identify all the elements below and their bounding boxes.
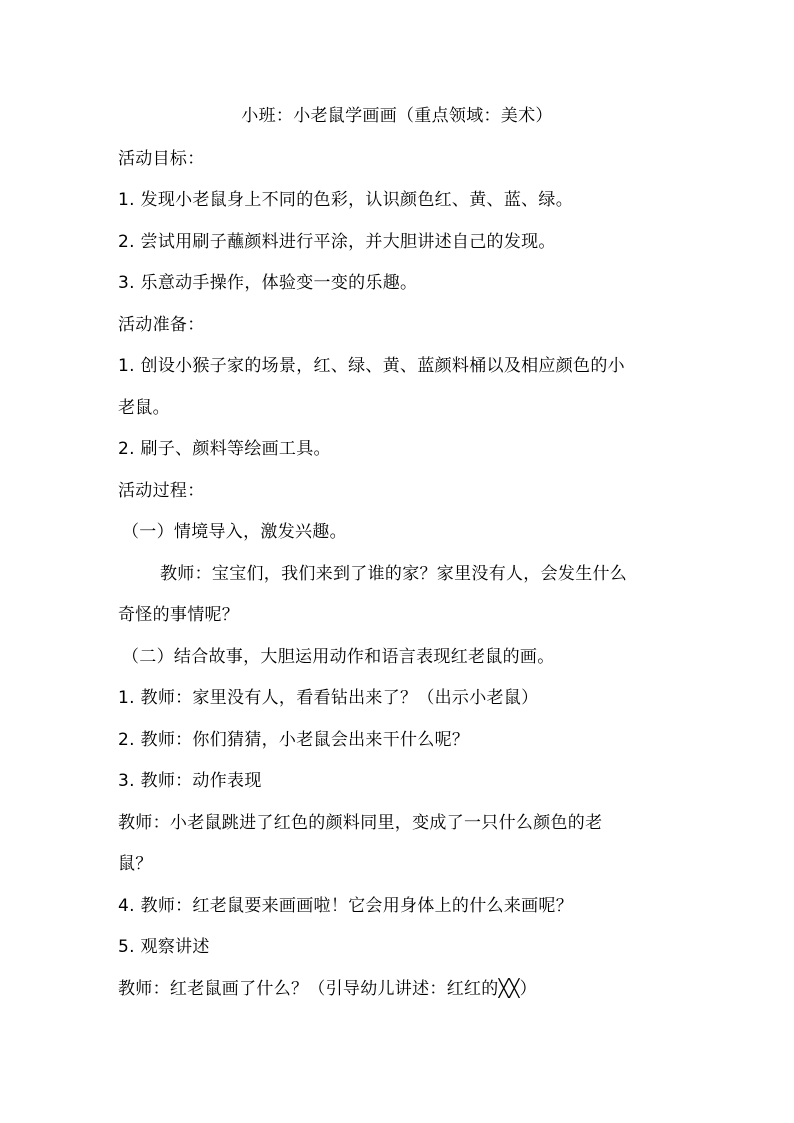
process-step-2-heading: （二）结合故事，大胆运用动作和语言表现红老鼠的画。	[122, 647, 555, 667]
document-title	[0, 106, 794, 126]
preparation-item-1: 1. 创设小猴子家的场景，红、绿、黄、蓝颜料桶以及相应颜色的小	[118, 356, 625, 376]
teacher-dialogue-paragraph-continued: 奇怪的事情呢？	[118, 605, 240, 625]
process-item-5: 5. 观察讲述	[118, 937, 210, 957]
process-item-3: 3. 教师：动作表现	[118, 771, 262, 791]
document-title-text: 小班：小老鼠学画画（重点领域：美术）	[241, 106, 553, 126]
goal-item-2: 2. 尝试用刷子蘸颜料进行平涂，并大胆讲述自己的发现。	[118, 232, 556, 252]
teacher-dialogue-paragraph: 教师：宝宝们，我们来到了谁的家？家里没有人，会发生什么	[160, 564, 628, 584]
teacher-dialogue-observe: 教师：红老鼠画了什么？（引导幼儿讲述：红红的╳╳）	[118, 979, 537, 999]
section-heading-goals: 活动目标：	[118, 149, 205, 169]
preparation-item-2: 2. 刷子、颜料等绘画工具。	[118, 439, 331, 459]
teacher-dialogue-red-paint: 教师：小老鼠跳进了红色的颜料同里，变成了一只什么颜色的老	[118, 813, 603, 833]
section-heading-preparation: 活动准备：	[118, 315, 205, 335]
process-item-1: 1. 教师：家里没有人，看看钻出来了？（出示小老鼠）	[118, 688, 539, 708]
preparation-item-1-continued: 老鼠。	[118, 398, 170, 418]
process-item-2: 2. 教师：你们猜猜，小老鼠会出来干什么呢？	[118, 730, 470, 750]
teacher-dialogue-red-paint-continued: 鼠？	[118, 854, 153, 874]
goal-item-1: 1. 发现小老鼠身上不同的色彩，认识颜色红、黄、蓝、绿。	[118, 190, 574, 210]
process-item-4: 4. 教师：红老鼠要来画画啦！它会用身体上的什么来画呢？	[118, 896, 574, 916]
section-heading-process: 活动过程：	[118, 481, 205, 501]
process-step-1-heading: （一）情境导入，激发兴趣。	[122, 522, 347, 542]
goal-item-3: 3. 乐意动手操作，体验变一变的乐趣。	[118, 273, 418, 293]
